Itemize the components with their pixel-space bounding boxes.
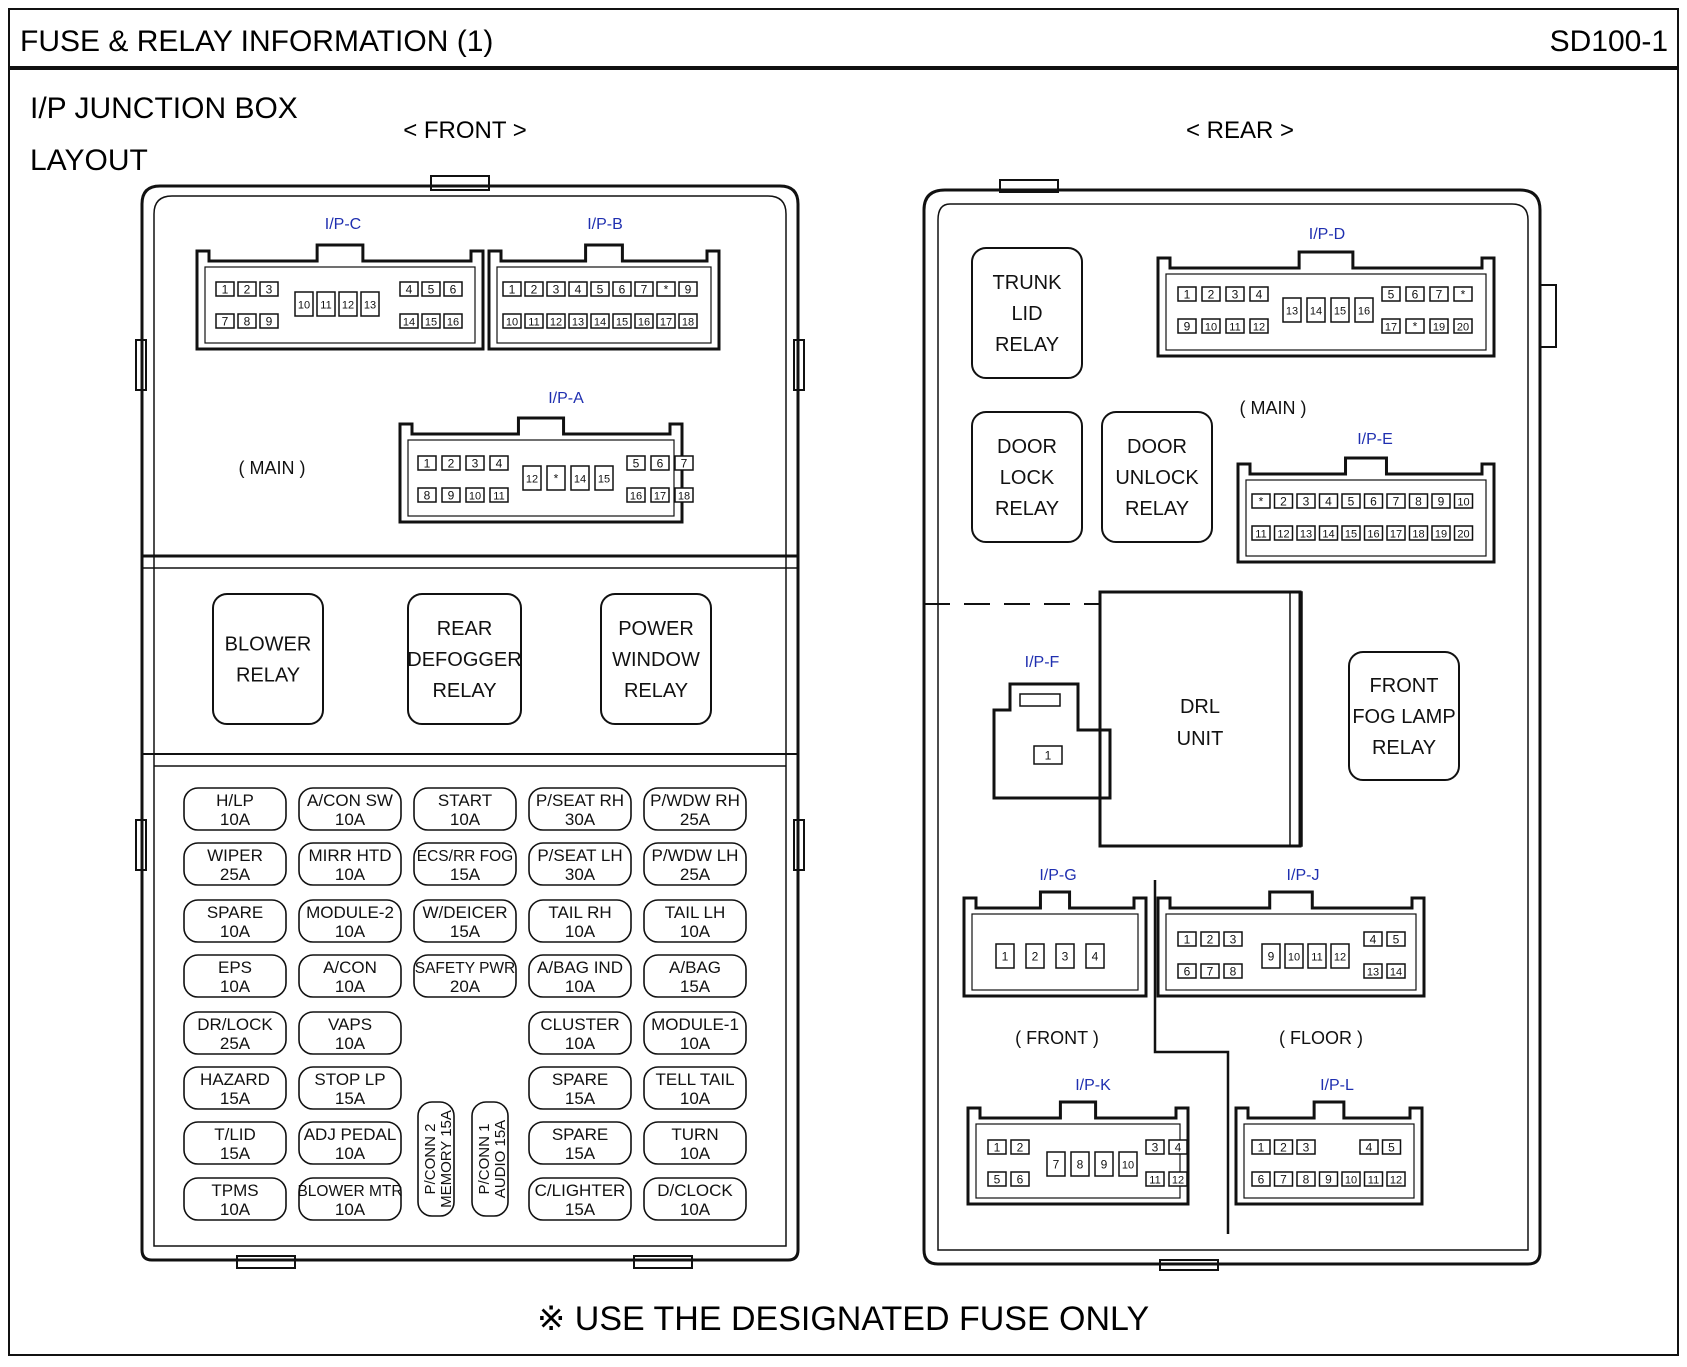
pin-label: 3 (1229, 932, 1237, 947)
pin-label: 1 (1044, 748, 1052, 763)
pin-label: 16 (629, 490, 643, 503)
pin-label: 20 (1456, 321, 1470, 334)
fuse (184, 1067, 286, 1109)
pin-label: 12 (1171, 1174, 1185, 1187)
fuse-name: TAIL LH (664, 903, 726, 922)
fuse-name: VAPS (327, 1015, 373, 1034)
fuse-rating: 15A (564, 1089, 596, 1108)
pin-label: 11 (1149, 1174, 1161, 1187)
fuse-rating: 10A (219, 977, 251, 996)
connector-name: I/P-J (1286, 867, 1320, 884)
pin-label: 9 (684, 282, 692, 297)
fuse (184, 900, 286, 942)
relay-label-line: POWER (618, 618, 694, 641)
pin-label: 6 (1016, 1172, 1024, 1187)
vertical-fuse (472, 1102, 509, 1216)
pin-label: 5 (1388, 1140, 1395, 1155)
fuse-name: START (437, 791, 493, 810)
pin-label: 6 (1411, 287, 1419, 302)
fuse-rating: 10A (334, 1034, 366, 1053)
pin-label: 5 (632, 456, 640, 471)
fuse-rating: 15A (334, 1089, 366, 1108)
fuse (299, 900, 401, 942)
pin-label: 6 (1370, 494, 1377, 509)
pin-label: 13 (571, 316, 585, 329)
fuse (299, 788, 401, 830)
fuse (414, 788, 516, 830)
pin-label: 5 (993, 1172, 1001, 1187)
fuse-name: P/WDW LH (651, 846, 739, 865)
relay-label-line: FRONT (1369, 675, 1439, 698)
pin-label: 8 (1076, 1157, 1084, 1172)
pin-label: 17 (1389, 528, 1403, 541)
fuse-name: P/SEAT LH (537, 846, 623, 865)
pin-label: 9 (1267, 949, 1275, 964)
pin-label: 9 (1437, 494, 1445, 509)
fuse-rating: 25A (219, 865, 251, 884)
fuse (184, 1178, 286, 1220)
pin-label: 3 (471, 456, 479, 471)
fuse-rating: 10A (679, 1034, 711, 1053)
relay-label-line: DEFOGGER (407, 649, 522, 672)
fuse-name: WIPER (207, 846, 263, 865)
drl-label-line: UNIT (1176, 728, 1224, 750)
pin-label: 5 (1347, 494, 1355, 509)
pin-label: * (1258, 494, 1264, 509)
relay-label-line: RELAY (1124, 498, 1190, 521)
pin-label: 7 (1280, 1172, 1287, 1187)
pin-label: 15 (1344, 528, 1358, 541)
connector-name: I/P-D (1308, 226, 1346, 243)
fuse-rating: 10A (564, 977, 596, 996)
fuse-rating: 15A (564, 1144, 596, 1163)
fuse-name: TPMS (211, 1181, 259, 1200)
pin-label: 4 (1369, 932, 1377, 947)
relay-label-line: UNLOCK (1115, 467, 1199, 490)
pin-label: 8 (243, 314, 251, 329)
pin-label: 8 (1229, 964, 1237, 979)
fuse-name: C/LIGHTER (534, 1181, 626, 1200)
fuse-rating: 10A (564, 922, 596, 941)
pin-label: 12 (341, 299, 355, 312)
fuse-rating: 25A (679, 865, 711, 884)
fuse (529, 1122, 631, 1164)
fuse-name: ADJ PEDAL (303, 1125, 397, 1144)
pin-label: 6 (1257, 1172, 1265, 1187)
fuse-name: MODULE-2 (306, 903, 394, 922)
fuse-rating: 10A (679, 1089, 711, 1108)
relay-label-line: RELAY (432, 680, 497, 703)
pin-label: 10 (1287, 951, 1301, 964)
fuse-name: STOP LP (314, 1070, 386, 1089)
pin-label: 3 (1302, 494, 1310, 509)
pin-label: 13 (1299, 528, 1313, 541)
fuse-rating: 10A (219, 922, 251, 941)
pin-label: 14 (1322, 528, 1335, 541)
fuse-rating: 10A (219, 810, 251, 829)
fuse-name: A/BAG (669, 958, 721, 977)
pin-label: 7 (1206, 964, 1214, 979)
fuse-name: CLUSTER (540, 1015, 620, 1034)
pin-label: 7 (221, 314, 229, 329)
pin-label: 14 (593, 316, 607, 329)
fuse-rating: 15A (679, 977, 711, 996)
pin-label: 16 (637, 316, 651, 329)
fuse (529, 843, 631, 885)
fuse (184, 1012, 286, 1054)
rear-main-label: ( MAIN ) (1239, 398, 1307, 418)
fuse (414, 843, 516, 885)
fuse (184, 788, 286, 830)
pin-label: 2 (1280, 494, 1287, 509)
fuse (529, 788, 631, 830)
fuse (644, 900, 746, 942)
fuse (529, 900, 631, 942)
pin-label: 6 (449, 282, 457, 297)
pin-label: 1 (1257, 1140, 1265, 1155)
fuse (644, 1012, 746, 1054)
fuse-name: TAIL RH (548, 903, 612, 922)
pin-label: 8 (1415, 494, 1422, 509)
relay-label-line: BLOWER (224, 633, 312, 656)
fuse (644, 955, 746, 997)
pin-label: 17 (653, 490, 667, 503)
pin-label: 2 (530, 282, 538, 297)
fuse (184, 955, 286, 997)
fuse-rating: 15A (449, 865, 481, 884)
fuse-name: W/DEICER (422, 903, 508, 922)
pin-label: 15 (615, 316, 629, 329)
pin-label: 11 (1255, 528, 1267, 541)
pin-label: 17 (659, 316, 673, 329)
fuse (299, 1067, 401, 1109)
pin-label: 15 (1333, 305, 1347, 318)
connector-ip-g (964, 892, 1146, 996)
fuse-name: A/CON SW (307, 791, 393, 810)
fuse (529, 1178, 631, 1220)
fuse-name: P/WDW RH (650, 791, 740, 810)
relay-label-line: RELAY (1371, 737, 1437, 760)
fuse-name: SAFETY PWR (414, 960, 516, 977)
pin-label: 12 (1277, 528, 1290, 541)
pin-label: 17 (1384, 321, 1398, 334)
pin-label: 14 (573, 473, 587, 486)
footer-note: ※ USE THE DESIGNATED FUSE ONLY (536, 1300, 1150, 1338)
relay-label-line: REAR (436, 618, 493, 641)
pin-label: 13 (1285, 305, 1299, 318)
fuse-name: A/BAG IND (537, 958, 623, 977)
pin-label: 7 (640, 282, 648, 297)
header-title: FUSE & RELAY INFORMATION (1) (20, 25, 494, 58)
fuse-rating: 30A (564, 810, 596, 829)
pin-label: 4 (574, 282, 582, 297)
pin-label: 5 (596, 282, 604, 297)
relay-label-line: LID (1011, 303, 1043, 326)
pin-label: 2 (1031, 949, 1039, 964)
pin-label: 1 (993, 1140, 1001, 1155)
pin-label: 7 (1392, 494, 1400, 509)
vertical-fuse-line2: MEMORY 15A (438, 1110, 455, 1208)
fuse-rating: 15A (219, 1089, 251, 1108)
relay-label-line: LOCK (999, 467, 1055, 490)
pin-label: 13 (363, 299, 377, 312)
fuse-name: HAZARD (200, 1070, 270, 1089)
pin-label: 11 (1311, 951, 1323, 964)
vertical-fuse-line1: P/CONN 2 (422, 1123, 439, 1195)
fuse-rating: 10A (449, 810, 481, 829)
fuse (184, 843, 286, 885)
pin-label: 3 (1151, 1140, 1159, 1155)
pin-label: 1 (1001, 949, 1009, 964)
pin-label: 6 (618, 282, 626, 297)
pin-label: 10 (468, 490, 482, 503)
pin-label: 14 (1389, 966, 1403, 979)
rear-label: < REAR > (1185, 117, 1295, 144)
pin-label: 10 (1344, 1174, 1358, 1187)
pin-label: 7 (680, 456, 688, 471)
fuse (299, 843, 401, 885)
fuse-rating: 10A (334, 1200, 366, 1219)
fuse (644, 843, 746, 885)
fuse (299, 1122, 401, 1164)
pin-label: 12 (525, 473, 539, 486)
fuse-rating: 10A (334, 810, 366, 829)
drl-unit (1100, 592, 1300, 846)
pin-label: 11 (1229, 321, 1241, 334)
fuse (414, 955, 516, 997)
pin-label: 16 (446, 316, 460, 329)
pin-label: 10 (1121, 1159, 1135, 1172)
connector-ip-f (994, 684, 1110, 798)
fuse (299, 955, 401, 997)
pin-label: 2 (1016, 1140, 1024, 1155)
pin-label: 2 (1207, 287, 1215, 302)
pin-label: 9 (1325, 1172, 1332, 1187)
fuse-name: A/CON (323, 958, 377, 977)
relay-label-line: RELAY (994, 498, 1060, 521)
relay-label-line: RELAY (623, 680, 689, 703)
pin-label: 11 (1367, 1174, 1380, 1187)
connector-name: I/P-L (1320, 1077, 1354, 1094)
pin-label: 1 (1183, 932, 1191, 947)
pin-label: 15 (424, 316, 438, 329)
fuse (529, 1067, 631, 1109)
pin-label: 7 (1052, 1157, 1060, 1172)
pin-label: 3 (1302, 1140, 1310, 1155)
fuse (644, 1178, 746, 1220)
pin-label: 5 (1387, 287, 1395, 302)
fuse (644, 788, 746, 830)
pin-label: 12 (1252, 321, 1266, 334)
relay-blower (213, 594, 323, 724)
pin-label: 11 (528, 316, 540, 329)
subtitle-line1: I/P JUNCTION BOX (30, 92, 298, 125)
pin-label: 5 (427, 282, 435, 297)
pin-label: 3 (552, 282, 560, 297)
pin-label: * (1460, 287, 1466, 302)
pin-label: 3 (1061, 949, 1069, 964)
pin-label: * (553, 471, 559, 486)
pin-label: 1 (508, 282, 516, 297)
front-label: < FRONT > (403, 117, 527, 144)
fuse-rating: 15A (564, 1200, 596, 1219)
connector-ip-d (1158, 252, 1494, 356)
rear-front-label: ( FRONT ) (1015, 1028, 1099, 1048)
pin-label: 20 (1457, 528, 1470, 541)
fuse (529, 1012, 631, 1054)
pin-label: 3 (265, 282, 273, 297)
relay-label-line: DOOR (997, 436, 1057, 459)
connector-ip-e (1238, 458, 1494, 562)
pin-label: 2 (243, 282, 251, 297)
fuse-rating: 10A (219, 1200, 251, 1219)
fuse (414, 900, 516, 942)
fuse-rating: 25A (219, 1034, 251, 1053)
pin-label: 14 (1309, 305, 1323, 318)
connector-name: I/P-B (587, 216, 623, 233)
pin-label: 1 (423, 456, 431, 471)
relay-label-line: TRUNK (992, 272, 1062, 295)
pin-label: 10 (505, 316, 519, 329)
rear-floor-label: ( FLOOR ) (1279, 1028, 1363, 1048)
drl-label-line: DRL (1179, 696, 1221, 718)
relay-label-line: RELAY (994, 334, 1060, 357)
fuse (529, 955, 631, 997)
fuse-rating: 15A (219, 1144, 251, 1163)
fuse-rating: 30A (564, 865, 596, 884)
connector-name: I/P-F (1024, 654, 1060, 671)
pin-label: 14 (402, 316, 416, 329)
pin-label: 3 (1231, 287, 1239, 302)
fuse-rating: 10A (679, 1144, 711, 1163)
fuse-rating: 15A (449, 922, 481, 941)
pin-label: 2 (447, 456, 455, 471)
connector-name: I/P-K (1075, 1077, 1111, 1094)
pin-label: 10 (297, 299, 311, 312)
fuse-rating: 20A (449, 977, 481, 996)
fuse-rating: 10A (334, 1144, 366, 1163)
vertical-fuse (418, 1102, 455, 1216)
pin-label: 4 (1365, 1140, 1373, 1155)
pin-label: 18 (1412, 528, 1425, 541)
fuse (299, 1012, 401, 1054)
pin-label: 10 (1457, 496, 1470, 509)
pin-label: 9 (265, 314, 273, 329)
fuse-rating: 25A (679, 810, 711, 829)
pin-label: 12 (1333, 951, 1347, 964)
vertical-fuse-line1: P/CONN 1 (476, 1123, 493, 1195)
fuse-name: DR/LOCK (197, 1015, 273, 1034)
pin-label: 4 (1325, 494, 1332, 509)
fuse-name: P/SEAT RH (535, 791, 625, 810)
fuse (644, 1067, 746, 1109)
pin-label: 18 (677, 490, 691, 503)
subtitle-line2: LAYOUT (30, 144, 148, 177)
relay-label-line: FOG LAMP (1352, 706, 1456, 729)
pin-label: 18 (681, 316, 695, 329)
pin-label: 4 (405, 282, 413, 297)
connector-name: I/P-G (1039, 867, 1077, 884)
pin-label: 12 (1389, 1174, 1403, 1187)
fuse (644, 1122, 746, 1164)
fuse (184, 1122, 286, 1164)
pin-label: 19 (1432, 321, 1446, 334)
fuse-name: SPARE (206, 903, 264, 922)
pin-label: 6 (1183, 964, 1191, 979)
pin-label: 2 (1206, 932, 1214, 947)
vertical-fuse-line2: AUDIO 15A (492, 1119, 509, 1199)
relay-label-line: RELAY (235, 664, 301, 687)
pin-label: 8 (1302, 1172, 1310, 1187)
fuse-name: D/CLOCK (657, 1181, 733, 1200)
pin-label: 19 (1434, 528, 1448, 541)
fuse-name: SPARE (551, 1070, 609, 1089)
fuse-rating: 10A (334, 977, 366, 996)
pin-label: 13 (1366, 966, 1380, 979)
pin-label: 4 (1255, 287, 1263, 302)
pin-label: 1 (1183, 287, 1191, 302)
fuse-name: ECS/RR FOG (416, 848, 514, 865)
fuse-name: MIRR HTD (308, 846, 392, 865)
fuse-rating: 10A (679, 922, 711, 941)
pin-label: 9 (447, 488, 455, 503)
pin-label: 9 (1183, 319, 1191, 334)
fuse-rating: 10A (679, 1200, 711, 1219)
pin-label: 1 (221, 282, 229, 297)
pin-label: 4 (495, 456, 503, 471)
fuse-rating: 10A (564, 1034, 596, 1053)
front-main-label: ( MAIN ) (238, 458, 306, 478)
pin-label: * (663, 282, 669, 297)
connector-name: I/P-C (324, 216, 362, 233)
fuse-name: TELL TAIL (655, 1070, 735, 1089)
fuse-name: EPS (217, 958, 253, 977)
pin-label: 8 (423, 488, 431, 503)
fuse-name: H/LP (216, 791, 254, 810)
pin-label: 15 (597, 473, 611, 486)
connector-name: I/P-E (1357, 431, 1393, 448)
pin-label: 16 (1357, 305, 1371, 318)
pin-label: 6 (656, 456, 664, 471)
connector-name: I/P-A (548, 390, 584, 407)
fuse-name: TURN (671, 1125, 719, 1144)
fuse-name: BLOWER MTR (297, 1183, 403, 1200)
fuse-rating: 10A (334, 865, 366, 884)
fuse-name: SPARE (551, 1125, 609, 1144)
pin-label: * (1412, 319, 1418, 334)
fuse (297, 1178, 402, 1220)
pin-label: 12 (549, 316, 563, 329)
pin-label: 11 (320, 299, 332, 312)
pin-label: 10 (1204, 321, 1218, 334)
pin-label: 2 (1280, 1140, 1287, 1155)
pin-label: 11 (493, 490, 505, 503)
fuse-name: MODULE-1 (651, 1015, 739, 1034)
pin-label: 5 (1392, 932, 1400, 947)
pin-label: 16 (1367, 528, 1380, 541)
connector-ip-b (489, 245, 719, 349)
fuse-name: T/LID (214, 1125, 256, 1144)
relay-label-line: DOOR (1127, 436, 1187, 459)
pin-label: 9 (1100, 1157, 1108, 1172)
relay-label-line: WINDOW (612, 649, 700, 672)
pin-label: 7 (1435, 287, 1443, 302)
header-code: SD100-1 (1549, 25, 1668, 58)
pin-label: 4 (1091, 949, 1099, 964)
fuse-rating: 10A (334, 922, 366, 941)
pin-label: 4 (1174, 1140, 1182, 1155)
